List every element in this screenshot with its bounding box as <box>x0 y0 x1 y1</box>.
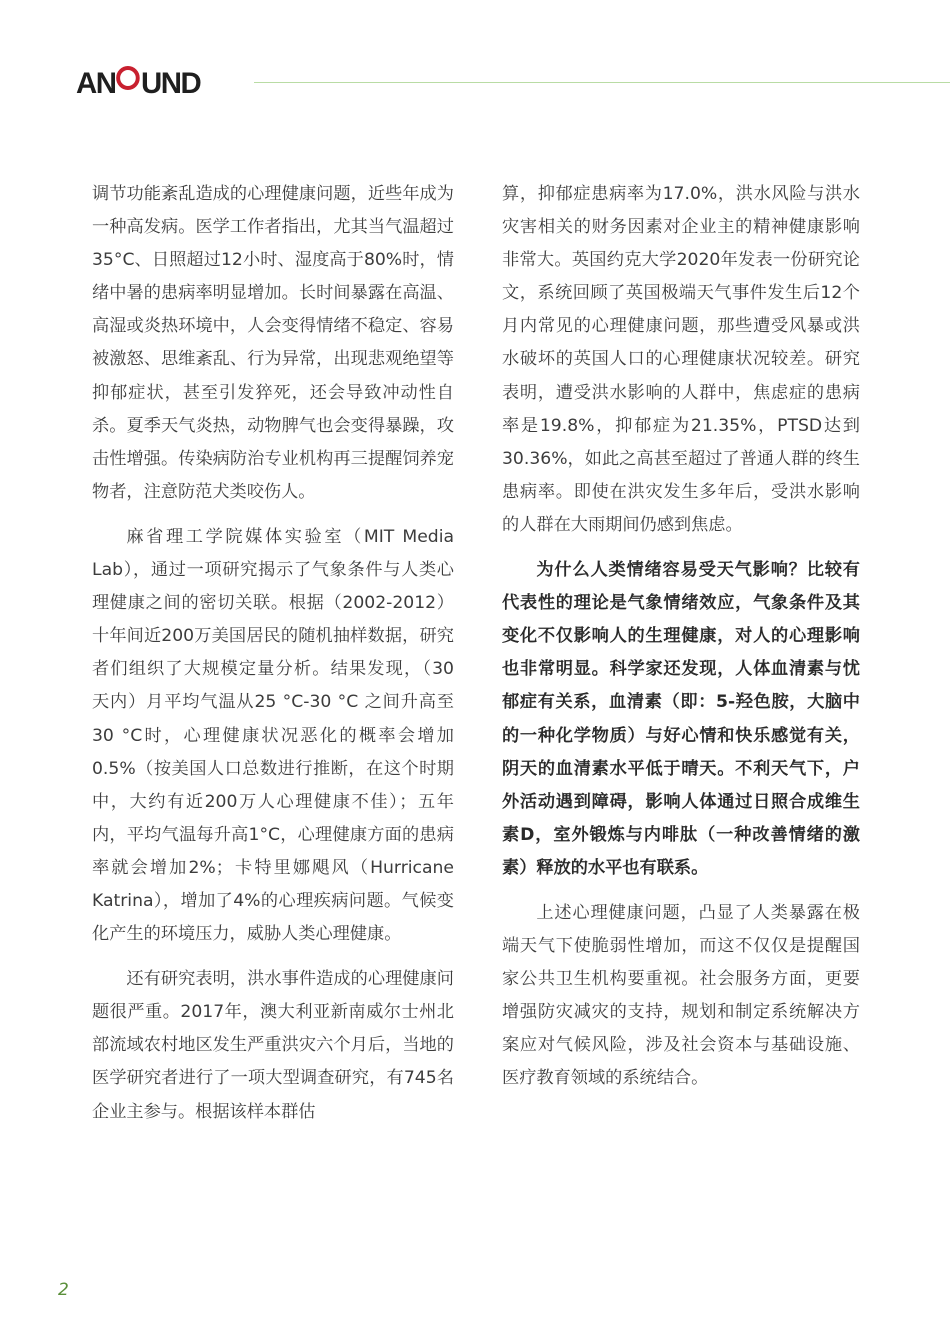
left-paragraph-1: 调节功能紊乱造成的心理健康问题，近些年成为一种高发病。医学工作者指出，尤其当气温超过35°C、日照超过12小时、湿度高于80%时，情绪中暑的患病率明显增加。长时间暴露在高温、高湿或炎热环境中，人会变得情绪不稳定、容易被激怒、思维紊乱、行为异常，出现悲观绝望等抑郁症状，甚至引发猝死，还会导致冲动性自杀。夏季天气炎热，动物脾气也会变得暴躁，攻击性增强。传染病防治专业机构再三提醒饲养宠物者，注意防范犬类咬伤人。 <box>92 184 454 502</box>
logo-text-suffix: UND <box>141 67 201 100</box>
right-paragraph-2-bold: 为什么人类情绪容易受天气影响？比较有代表性的理论是气象情绪效应，气象条件及其变化不仅影响人的生理健康，对人的心理影响也非常明显。科学家还发现，人体血清素与忧郁症有关系，血清素（即：5-羟色胺，大脑中的一种化学物质）与好心情和快乐感觉有关，阴天的血清素水平低于晴天。不利天气下，户外活动遇到障碍，影响人体通过日照合成维生素D，室外锻炼与内啡肽（一种改善情绪的激素）释放的水平也有联系。 <box>502 560 860 878</box>
header-divider <box>254 82 950 83</box>
logo-text-prefix: AN <box>76 67 116 100</box>
right-paragraph-1: 算，抑郁症患病率为17.0%，洪水风险与洪水灾害相关的财务因素对企业主的精神健康影响非常大。英国约克大学2020年发表一份研究论文，系统回顾了英国极端天气事件发生后12个月内常见的心理健康问题，那些遭受风暴或洪水破坏的英国人口的心理健康状况较差。研究表明，遭受洪水影响的人群中，焦虑症的患病率是19.8%，抑郁症为21.35%，PTSD达到30.36%，如此之高甚至超过了普通人群的终生患病率。即使在洪灾发生多年后，受洪水影响的人群在大雨期间仍感到焦虑。 <box>502 184 860 535</box>
logo-ring-mark <box>117 66 141 90</box>
right-column <box>502 178 860 1108</box>
left-paragraph-3: 还有研究表明，洪水事件造成的心理健康问题很严重。2017年，澳大利亚新南威尔士州北部流域农村地区发生严重洪灾六个月后，当地的医学研究者进行了一项大型调查研究，有745名企业主参与。根据该样本群估 <box>92 969 454 1122</box>
page-header <box>0 0 950 120</box>
page-number: 2 <box>58 1280 69 1300</box>
anbound-logo <box>76 66 200 101</box>
right-paragraph-3: 上述心理健康问题，凸显了人类暴露在极端天气下使脆弱性增加，而这不仅仅是提醒国家公共卫生机构要重视。社会服务方面，更要增强防灾减灾的支持，规划和制定系统解决方案应对气候风险，涉及社会资本与基础设施、医疗教育领域的系统结合。 <box>502 902 860 1089</box>
left-paragraph-2: 麻省理工学院媒体实验室（MIT Media Lab），通过一项研究揭示了气象条件与人类心理健康之间的密切关联。根据（2002-2012）十年间近200万美国居民的随机抽样数据，研究者们组织了大规模定量分析。结果发现，（30 天内）月平均气温从25 °C-30 °C 之间升高至30 °C时，心理健康状况恶化的概率会增加 0.5%（按美国人口总数进行推断，在这个时期中，大约有近200万人心理健康不佳）；五年内，平均气温每升高1°C，心理健康方面的患病率就会增加2%；卡特里娜飓风（Hurricane Katrina），增加了4%的心理疾病问题。气候变化产生的环境压力，威胁人类心理健康。 <box>92 526 454 945</box>
left-column <box>92 178 454 1141</box>
